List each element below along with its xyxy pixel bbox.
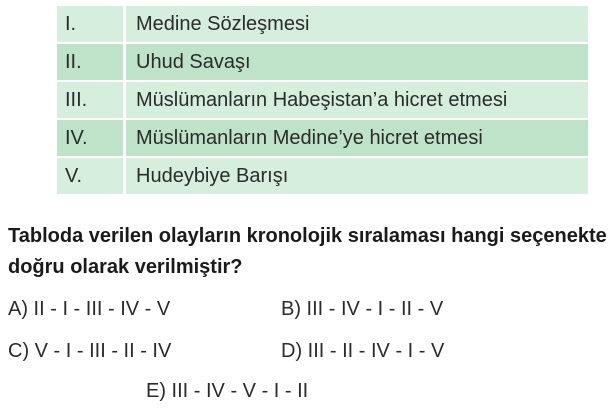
table-row [57,44,588,80]
option-d[interactable]: D) III - II - IV - I - V [281,340,445,362]
event-text: Medine Sözleşmesi [126,6,588,42]
events-table [57,6,588,196]
table-row [57,120,588,156]
row-number: V. [57,158,123,194]
row-number: III. [57,82,123,118]
option-b[interactable]: B) III - IV - I - II - V [281,298,444,320]
question-text: Tabloda verilen olayların kronolojik sıralaması hangi seçenekte doğru olarak verilmiştir? [8,225,607,278]
option-c[interactable]: C) V - I - III - II - IV [8,340,172,362]
table-row [57,6,588,42]
row-number: II. [57,44,123,80]
option-a[interactable]: A) II - I - III - IV - V [8,298,171,320]
table-row [57,158,588,194]
option-e[interactable]: E) III - IV - V - I - II [146,380,309,402]
event-text: Hudeybiye Barışı [126,158,588,194]
row-number: I. [57,6,123,42]
event-text: Müslümanların Medine’ye hicret etmesi [126,120,588,156]
event-text: Müslümanların Habeşistan’a hicret etmesi [126,82,588,118]
event-text: Uhud Savaşı [126,44,588,80]
row-number: IV. [57,120,123,156]
table-row [57,82,588,118]
